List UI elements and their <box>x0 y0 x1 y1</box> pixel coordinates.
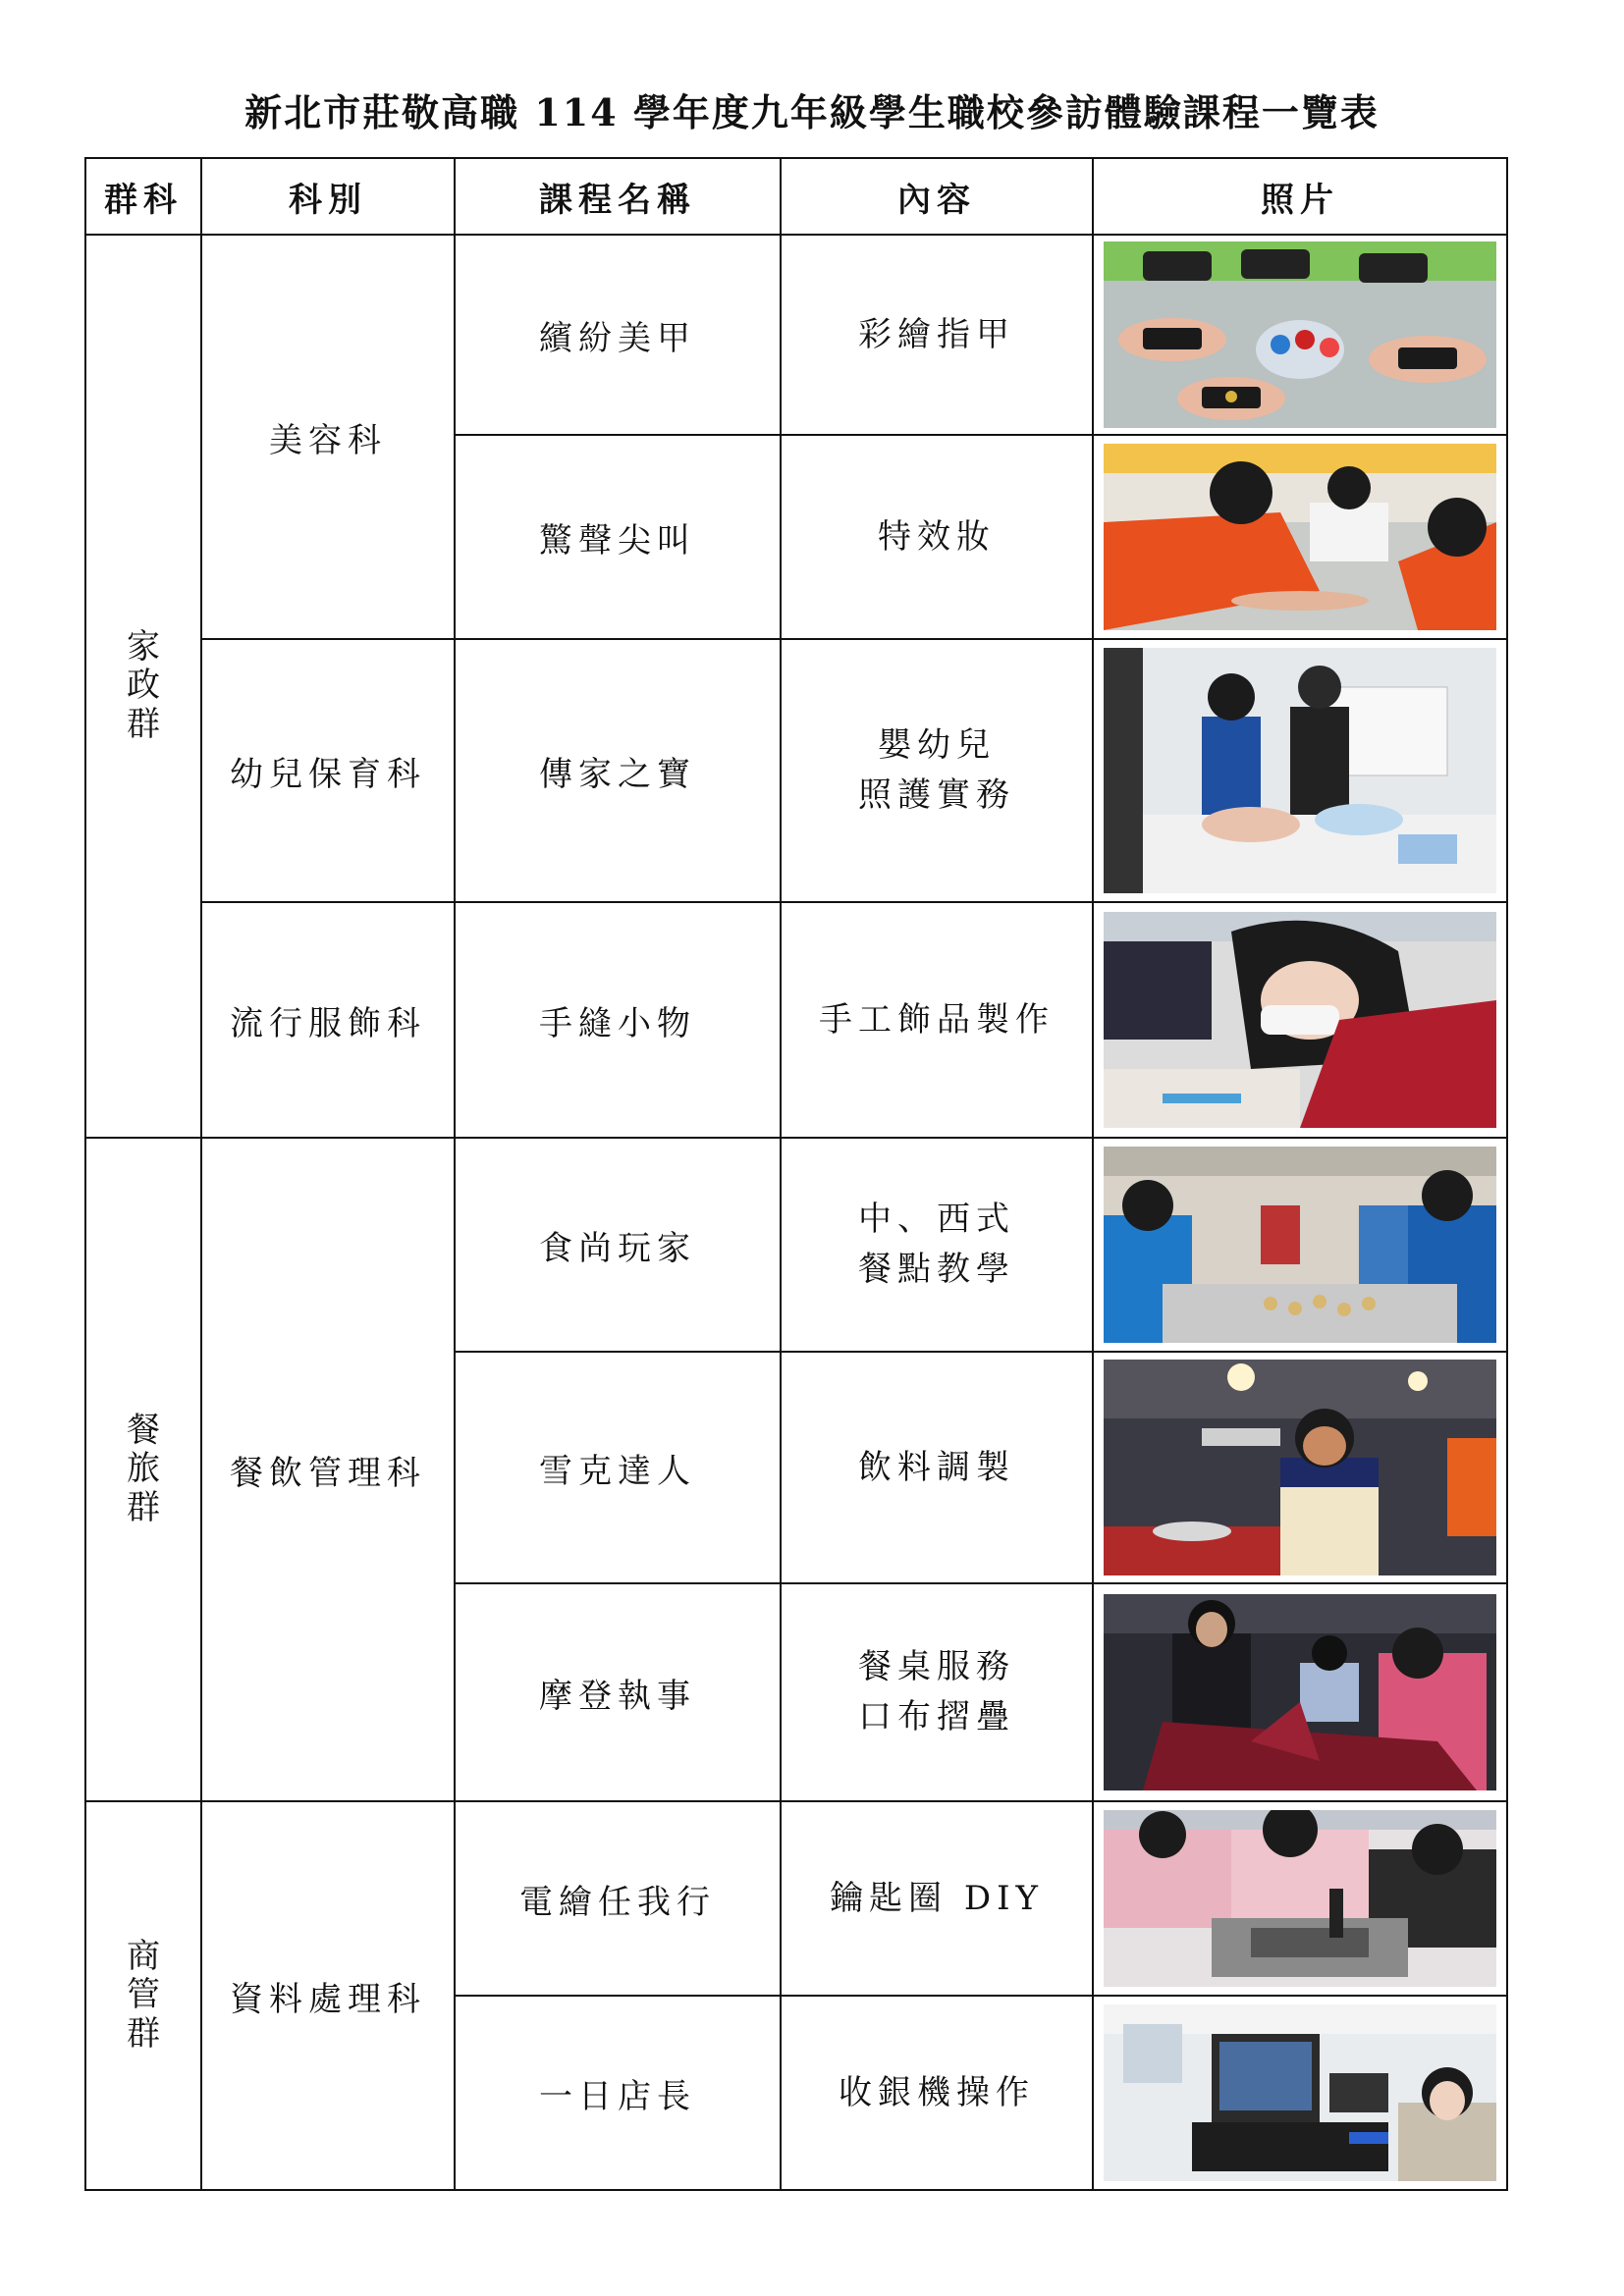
photo-cell <box>1093 235 1507 435</box>
photo-cell <box>1093 1138 1507 1352</box>
course-cell <box>455 1996 781 2190</box>
content-cell <box>781 1583 1093 1801</box>
department-cell-fashion <box>201 902 455 1138</box>
course-cell <box>455 1352 781 1583</box>
course-content: 鑰匙圈 DIY <box>830 1878 1044 1918</box>
header-department: 科別 <box>201 158 455 235</box>
photo-cell <box>1093 1801 1507 1996</box>
course-content: 手工飾品製作 <box>819 999 1055 1040</box>
course-cell <box>455 1801 781 1996</box>
course-photo-infant-care <box>1104 648 1496 893</box>
department-label: 幼兒保育科 <box>230 754 426 794</box>
course-photo-napkin-folding <box>1104 1594 1496 1790</box>
department-cell-food-beverage <box>201 1138 455 1801</box>
course-name: 電繪任我行 <box>519 1882 716 1922</box>
content-cell <box>781 1801 1093 1996</box>
course-photo-keychain-diy <box>1104 1810 1496 1987</box>
course-photo-nail-art <box>1104 241 1496 428</box>
course-cell <box>455 1583 781 1801</box>
group-label: 餐旅群 <box>127 1411 160 1527</box>
course-content: 彩繪指甲 <box>858 314 1015 354</box>
photo-cell <box>1093 639 1507 902</box>
department-label: 資料處理科 <box>230 1979 426 2019</box>
course-photo-drink-mixing <box>1104 1360 1496 1575</box>
content-cell <box>781 1138 1093 1352</box>
group-label: 家政群 <box>127 627 160 744</box>
course-name: 傳家之寶 <box>539 754 696 794</box>
page-title: 新北市莊敬高職 114 學年度九年級學生職校參訪體驗課程一覽表 <box>244 90 1380 134</box>
course-photo-special-effects-makeup <box>1104 444 1496 630</box>
group-cell-business <box>85 1801 201 2190</box>
photo-cell <box>1093 902 1507 1138</box>
course-cell <box>455 235 781 435</box>
department-label: 美容科 <box>269 420 387 460</box>
content-cell <box>781 1996 1093 2190</box>
photo-cell <box>1093 1583 1507 1801</box>
course-name: 一日店長 <box>539 2076 696 2116</box>
table-row <box>85 1801 1507 1996</box>
course-name: 驚聲尖叫 <box>539 520 696 561</box>
table-row <box>85 902 1507 1138</box>
course-photo-cooking-class <box>1104 1147 1496 1343</box>
photo-cell <box>1093 1996 1507 2190</box>
course-content: 嬰幼兒 照護實務 <box>858 725 1015 815</box>
table-row <box>85 235 1507 435</box>
department-cell-beauty <box>201 235 455 639</box>
header-course: 課程名稱 <box>455 158 781 235</box>
photo-cell <box>1093 435 1507 639</box>
course-name: 食尚玩家 <box>539 1228 696 1268</box>
course-name: 手縫小物 <box>539 1003 696 1043</box>
group-label: 商管群 <box>127 1937 160 2054</box>
header-group: 群科 <box>85 158 201 235</box>
table-header-row <box>85 158 1507 235</box>
course-content: 飲料調製 <box>858 1447 1015 1487</box>
course-name: 繽紛美甲 <box>539 318 696 358</box>
course-content: 收銀機操作 <box>839 2072 1035 2112</box>
course-photo-handmade-accessories <box>1104 912 1496 1128</box>
course-content: 餐桌服務 口布摺疊 <box>858 1647 1015 1736</box>
content-cell <box>781 435 1093 639</box>
course-cell <box>455 435 781 639</box>
table-row <box>85 639 1507 902</box>
department-label: 餐飲管理科 <box>230 1453 426 1493</box>
department-cell-early-childhood <box>201 639 455 902</box>
table-row <box>85 1138 1507 1352</box>
course-content: 中、西式 餐點教學 <box>858 1200 1015 1289</box>
group-cell-hospitality <box>85 1138 201 1801</box>
course-name: 摩登執事 <box>539 1676 696 1716</box>
header-photo: 照片 <box>1093 158 1507 235</box>
content-cell <box>781 1352 1093 1583</box>
course-table <box>84 157 1508 2191</box>
content-cell <box>781 902 1093 1138</box>
course-cell <box>455 1138 781 1352</box>
course-cell <box>455 639 781 902</box>
course-photo-cash-register <box>1104 2004 1496 2181</box>
department-cell-data-processing <box>201 1801 455 2190</box>
department-label: 流行服飾科 <box>230 1003 426 1043</box>
photo-cell <box>1093 1352 1507 1583</box>
header-content: 內容 <box>781 158 1093 235</box>
course-content: 特效妝 <box>878 516 996 557</box>
course-name: 雪克達人 <box>539 1451 696 1491</box>
group-cell-home-economics <box>85 235 201 1138</box>
content-cell <box>781 639 1093 902</box>
content-cell <box>781 235 1093 435</box>
course-cell <box>455 902 781 1138</box>
